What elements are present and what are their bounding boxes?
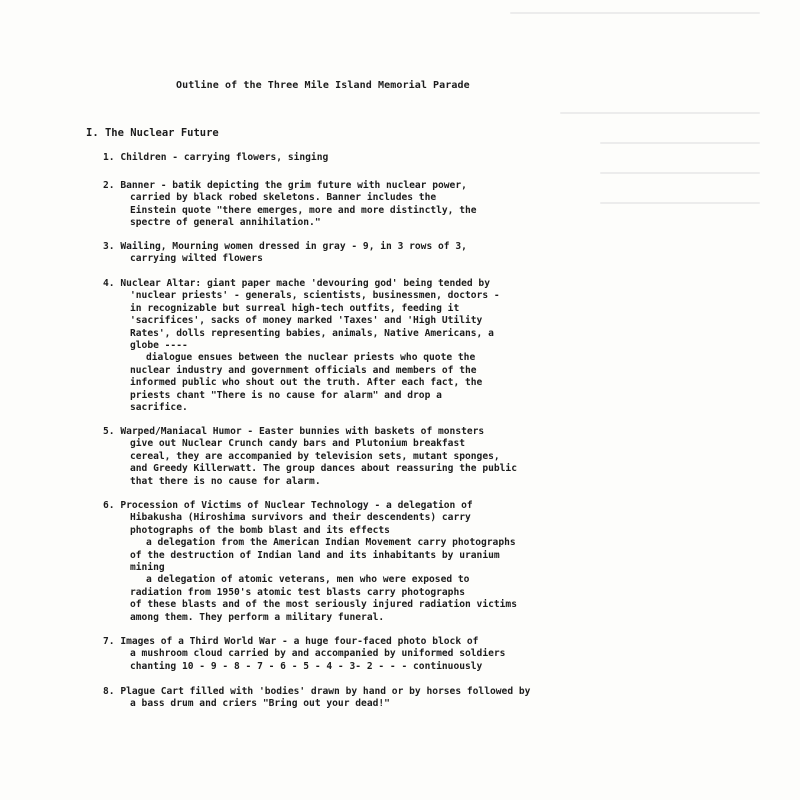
item-line: 'nuclear priests' - generals, scientists, businessmen, doctors -	[130, 290, 500, 302]
outline-item-8	[103, 686, 530, 711]
item-line: a bass drum and criers "Bring out your dead!"	[130, 698, 390, 710]
item-line: a delegation from the American Indian Movement carry photographs	[146, 537, 516, 549]
item-line: nuclear industry and government officials and members of the	[130, 364, 477, 376]
outline-item-7	[103, 636, 505, 673]
item-line: Rates', dolls representing babies, animals, Native Americans, a	[130, 327, 494, 339]
item-line: 3. Wailing, Mourning women dressed in gray - 9, in 3 rows of 3,	[103, 241, 467, 252]
item-line: Einstein quote "there emerges, more and more distinctly, the	[130, 204, 477, 216]
item-line: photographs of the bomb blast and its effects	[130, 524, 390, 536]
item-line: 6. Procession of Victims of Nuclear Technology - a delegation of	[103, 500, 473, 511]
item-line: 4. Nuclear Altar: giant paper mache 'devouring god' being tended by	[103, 278, 490, 289]
item-line: 1. Children - carrying flowers, singing	[103, 152, 329, 163]
item-line: a mushroom cloud carried by and accompanied by uniformed soldiers	[130, 648, 506, 660]
item-line: 'sacrifices', sacks of money marked 'Taxes' and 'High Utility	[130, 315, 483, 327]
item-line: a delegation of atomic veterans, men who were exposed to	[146, 574, 470, 586]
item-line: Hibakusha (Hiroshima survivors and their descendents) carry	[130, 512, 471, 524]
outline-item-3	[103, 241, 467, 266]
outline-item-2	[103, 180, 477, 230]
outline-item-6	[103, 500, 517, 624]
item-line: globe ----	[130, 340, 188, 352]
item-line: among them. They perform a military funeral.	[130, 611, 385, 623]
item-line: 2. Banner - batik depicting the grim future with nuclear power,	[103, 180, 467, 191]
item-line: dialogue ensues between the nuclear priests who quote the	[146, 352, 476, 364]
item-line: mining	[130, 562, 165, 574]
item-line: 5. Warped/Maniacal Humor - Easter bunnies with baskets of monsters	[103, 426, 485, 437]
item-line: informed public who shout out the truth. After each fact, the	[130, 377, 483, 389]
item-line: spectre of general annihilation."	[130, 217, 321, 229]
item-line: sacrifice.	[130, 402, 188, 414]
item-line: in recognizable but surreal high-tech outfits, feeding it	[130, 302, 460, 314]
item-line: give out Nuclear Crunch candy bars and Plutonium breakfast	[130, 438, 466, 450]
outline-item-5	[103, 426, 517, 488]
item-line: of the destruction of Indian land and its inhabitants by uranium	[130, 549, 500, 561]
item-line: that there is no cause for alarm.	[130, 475, 321, 487]
item-line: chanting 10 - 9 - 8 - 7 - 6 - 5 - 4 - 3- 2 - - - continuously	[130, 660, 483, 672]
item-line: priests chant "There is no cause for alarm" and drop a	[130, 389, 442, 401]
item-line: 8. Plague Cart filled with 'bodies' drawn by hand or by horses followed by	[103, 686, 531, 697]
outline-item-4	[103, 278, 500, 414]
document-title: Outline of the Three Mile Island Memorial Parade	[176, 80, 470, 91]
item-line: carrying wilted flowers	[130, 253, 263, 265]
item-line: 7. Images of a Third World War - a huge four-faced photo block of	[103, 636, 479, 647]
item-line: carried by black robed skeletons. Banner includes the	[130, 192, 437, 204]
item-line: radiation from 1950's atomic test blasts carry photographs	[130, 586, 466, 598]
item-line: and Greedy Killerwatt. The group dances about reassuring the public	[130, 463, 517, 475]
item-line: of these blasts and of the most seriously injured radiation victims	[130, 599, 517, 611]
outline-item-1	[103, 152, 328, 164]
item-line: cereal, they are accompanied by television sets, mutant sponges,	[130, 450, 500, 462]
section-heading: I. The Nuclear Future	[86, 127, 219, 139]
